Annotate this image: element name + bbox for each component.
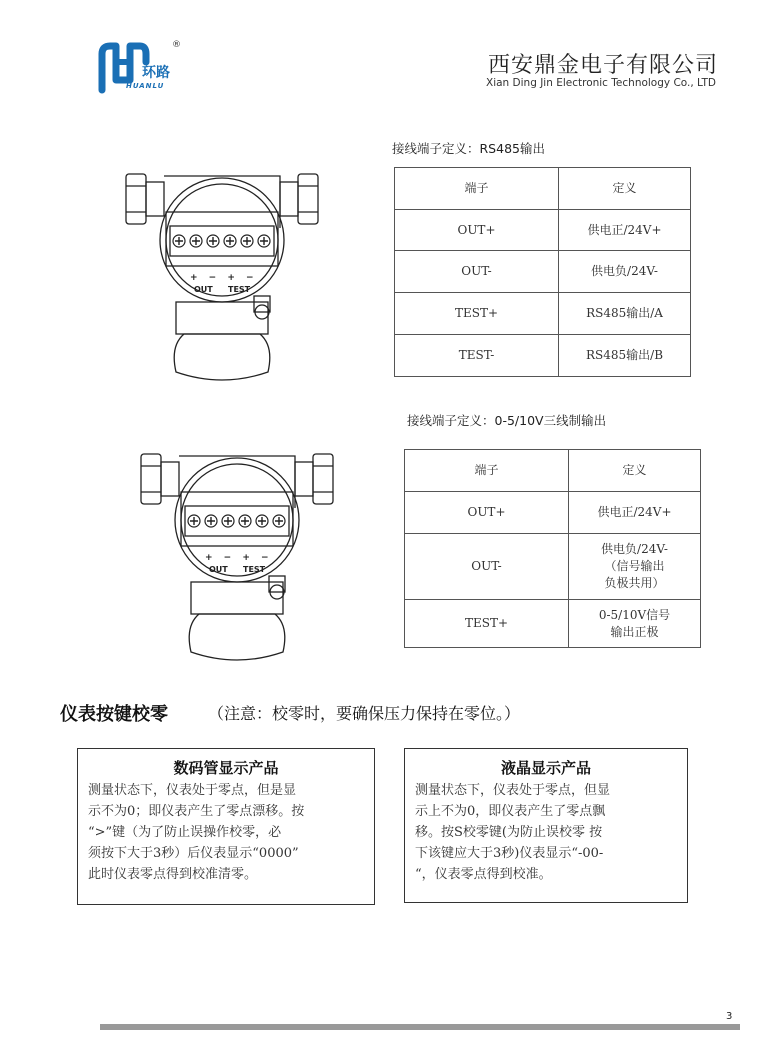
led-box-line: 示不为0；即仪表产生了零点漂移。按: [88, 804, 305, 819]
terminal-table-voltage: [404, 449, 701, 648]
table-cell: OUT-: [405, 534, 569, 600]
label-test-2: TEST: [243, 565, 266, 574]
label-out-2: OUT: [209, 565, 228, 574]
table-header-definition: 定义: [569, 450, 701, 492]
table-cell: OUT+: [405, 492, 569, 534]
logo-cn-text: 环路: [142, 65, 170, 81]
calibration-heading: 仪表按键校零: [60, 704, 168, 725]
section1-title: 接线端子定义：RS485输出: [392, 141, 545, 156]
table-cell: 供电负/24V-: [559, 251, 691, 293]
lcd-box-line: 移。按S校零键(为防止误校零 按: [415, 825, 603, 840]
page-number: 3: [726, 1011, 733, 1022]
terminal-signs-2: + − + −: [205, 553, 273, 563]
company-name-cn: 西安鼎金电子有限公司: [488, 53, 719, 78]
table-header-definition: 定义: [559, 168, 691, 210]
lcd-box-line: 下该键应大于3秒)仪表显示“-00-: [415, 846, 604, 861]
table-cell: TEST+: [395, 293, 559, 335]
table-cell: 0-5/10V信号 输出正极: [569, 600, 701, 648]
led-product-box: [77, 748, 375, 905]
lcd-box-body: [405, 780, 687, 885]
label-test-1: TEST: [228, 285, 251, 294]
section2-title: 接线端子定义：0-5/10V三线制输出: [407, 413, 607, 428]
lcd-box-line: “，仪表零点得到校准。: [415, 867, 552, 882]
table-cell: 供电正/24V+: [559, 210, 691, 251]
lcd-product-box: [404, 748, 688, 903]
terminal-screws-2: [188, 515, 285, 527]
table-cell: RS485输出/A: [559, 293, 691, 335]
table-cell: 供电正/24V+: [569, 492, 701, 534]
terminal-table-rs485: [394, 167, 691, 377]
led-box-line: “>”键（为了防止误操作校零，必: [88, 825, 282, 840]
table-cell: TEST-: [395, 335, 559, 377]
calibration-note: （注意：校零时，要确保压力保持在零位。）: [208, 704, 521, 723]
registered-mark: ®: [172, 40, 181, 50]
table-cell: OUT-: [395, 251, 559, 293]
logo-en-text: HUANLU: [126, 82, 165, 90]
table-cell: TEST+: [405, 600, 569, 648]
table-header-terminal: 端子: [395, 168, 559, 210]
lcd-box-line: 示上不为0，即仪表产生了零点飘: [415, 804, 606, 819]
led-box-line: 测量状态下，仪表处于零点，但是显: [88, 783, 297, 798]
footer-rule: [100, 1024, 740, 1030]
terminal-signs-1: + − + −: [190, 273, 258, 283]
company-logo: [96, 40, 186, 96]
lcd-box-title: 液晶显示产品: [500, 759, 591, 777]
table-cell: 供电负/24V- （信号输出 负极共用）: [569, 534, 701, 600]
lcd-box-line: 测量状态下，仪表处于零点，但显: [415, 783, 611, 798]
table-cell: OUT+: [395, 210, 559, 251]
terminal-screws-1: [173, 235, 270, 247]
company-name-en: Xian Ding Jin Electronic Technology Co., LTD: [486, 77, 716, 89]
label-out-1: OUT: [194, 285, 213, 294]
table-header-terminal: 端子: [405, 450, 569, 492]
led-box-line: 须按下大于3秒）后仪表显示“0000”: [88, 846, 299, 861]
transmitter-diagram-2: [137, 448, 347, 668]
table-cell: RS485输出/B: [559, 335, 691, 377]
led-box-title: 数码管显示产品: [173, 759, 279, 777]
transmitter-diagram-1: [122, 168, 332, 388]
led-box-line: 此时仪表零点得到校准清零。: [88, 867, 258, 882]
led-box-body: [78, 780, 374, 885]
